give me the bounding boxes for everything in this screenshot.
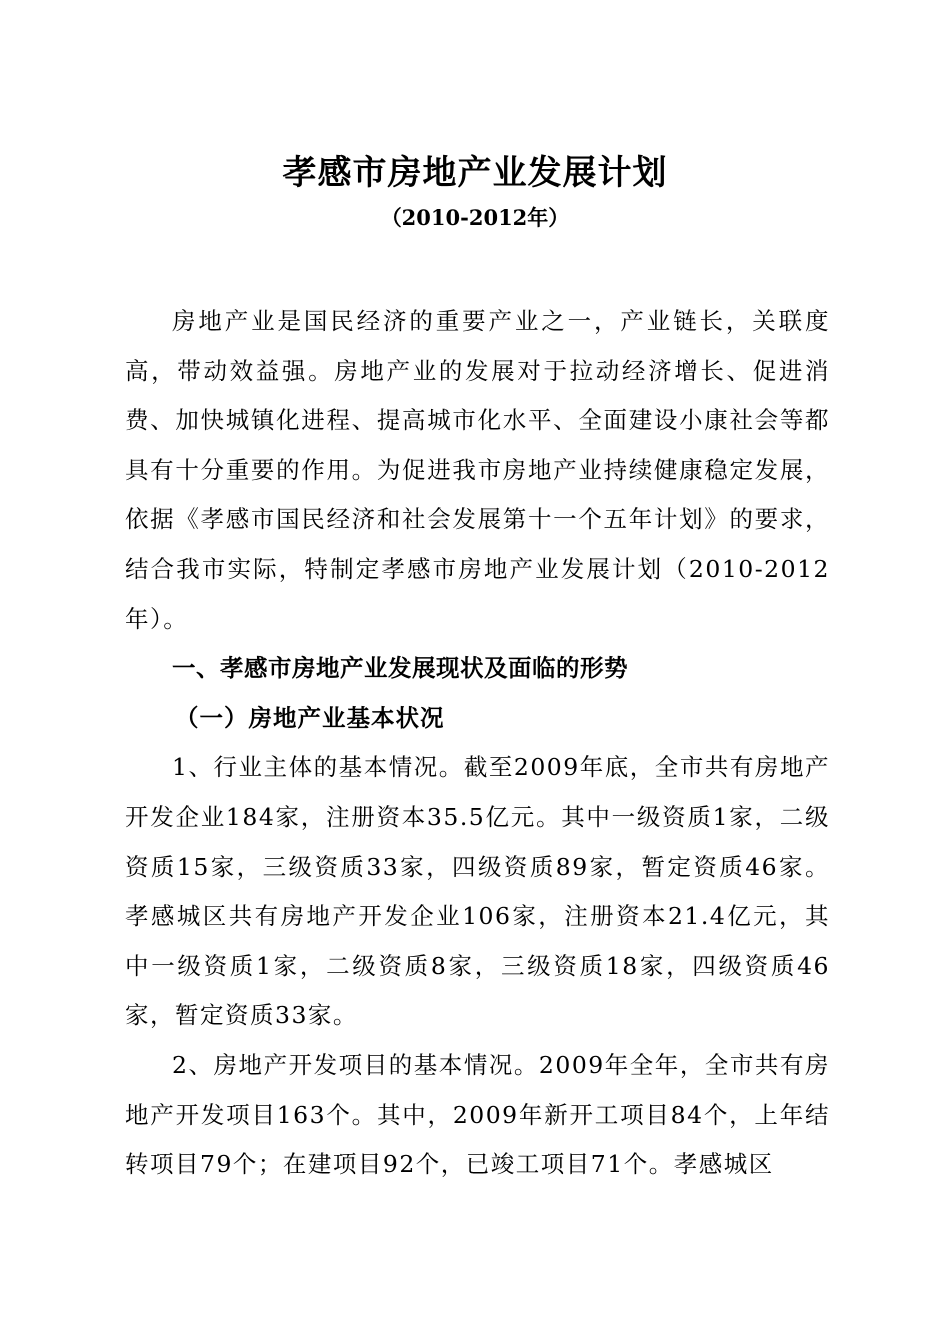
- document-subtitle: （2010-2012年）: [380, 205, 570, 230]
- section-heading: 一、孝感市房地产业发展现状及面临的形势: [172, 654, 628, 683]
- item-2-paragraph: 2、房地产开发项目的基本情况。2009年全年，全市共有房地产开发项目163个。其中，2009年新开工项目84个，上年结转项目79个；在建项目92个，已竣工项目71个。孝感城区: [125, 1050, 830, 1179]
- document-body: [125, 297, 830, 1190]
- subsection-heading: （一）房地产业基本状况: [175, 703, 445, 732]
- document-title: 孝感市房地产业发展计划: [282, 153, 668, 193]
- item-1-paragraph: 1、行业主体的基本情况。截至2009年底，全市共有房地产开发企业184家，注册资本35.5亿元。其中一级资质1家，二级资质15家，三级资质33家，四级资质89家，暂定资质46家。孝感城区共有房地产开发企业106家，注册资本21.4亿元，其中一级资质1家，二级资质8家，三级资质18家，四级资质46家，暂定资质33家。: [125, 753, 830, 1030]
- intro-paragraph: 房地产业是国民经济的重要产业之一，产业链长，关联度高，带动效益强。房地产业的发展对于拉动经济增长、促进消费、加快城镇化进程、提高城市化水平、全面建设小康社会等都具有十分重要的作用。为促进我市房地产业持续健康稳定发展，依据《孝感市国民经济和社会发展第十一个五年计划》的要求，结合我市实际，特制定孝感市房地产业发展计划（2010-2012年）。: [125, 307, 830, 633]
